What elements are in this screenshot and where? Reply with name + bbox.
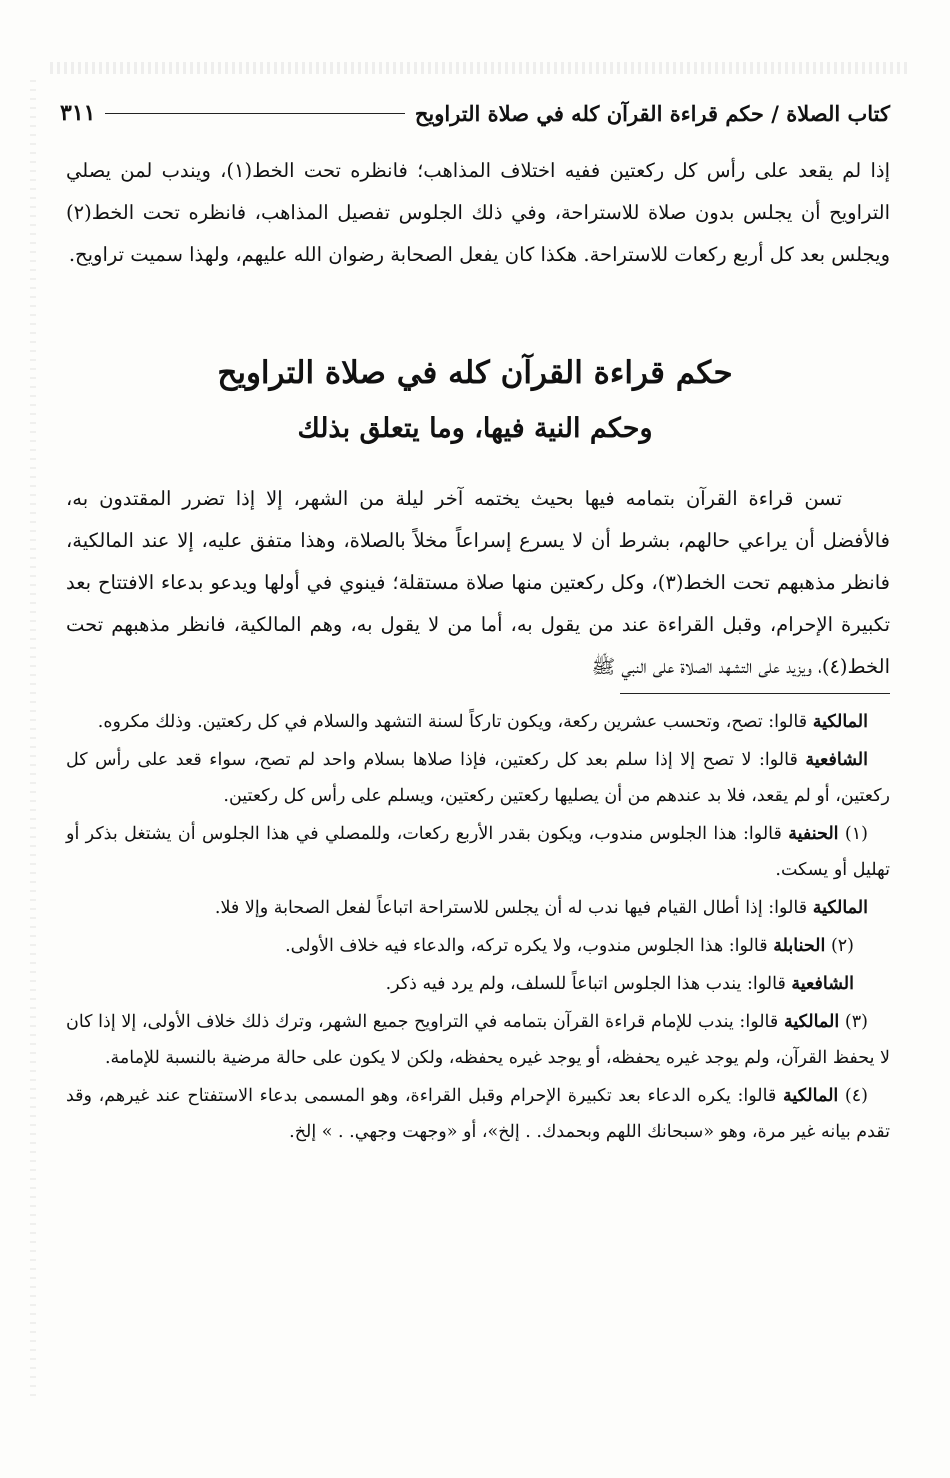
section-heading-line-2: وحكم النية فيها، وما يتعلق بذلك <box>297 413 653 444</box>
footnote-number: (٢) <box>830 936 854 956</box>
footnote-text: قالوا: يندب للإمام قراءة القرآن بتمامه في التراويح جميع الشهر، وترك ذلك خلاف الأولى، إلا إذا كان لا يحفظ القرآن، ولم يوجد غيره يحفظه، أو يوجد غيره يحفظه، ولكن لا يكون على حالة مرضية بالنسبة للإمامة. <box>66 1012 890 1068</box>
scan-top-noise <box>50 62 910 74</box>
footnote-text: قالوا: تصح، وتحسب عشرين ركعة، ويكون تاركاً لسنة التشهد والسلام في كل ركعتين. وذلك مكروه. <box>97 712 808 732</box>
footnote-school: الحنابلة <box>773 936 826 956</box>
footnote-school: الشافعية <box>805 750 868 770</box>
footnote-item <box>66 890 890 926</box>
running-header <box>60 95 890 131</box>
header-title: كتاب الصلاة / حكم قراءة القرآن كله في صلاة التراويح <box>414 100 890 126</box>
paragraph-1: إذا لم يقعد على رأس كل ركعتين ففيه اختلاف المذاهب؛ فانظره تحت الخط(١)، ويندب لمن يصلي التراويح أن يجلس بدون صلاة للاستراحة، وفي ذلك الجلوس تفصيل المذاهب، فانظره تحت الخط(٢) ويجلس بعد كل أربع ركعات للاستراحة. هكذا كان يفعل الصحابة رضوان الله عليهم، ولهذا سميت تراويح. <box>66 159 890 266</box>
footnote-number: (٣) <box>844 1012 868 1032</box>
paragraph-2 <box>66 478 890 688</box>
paragraph-2-text: تسن قراءة القرآن بتمامه فيها بحيث يختمه آخر ليلة من الشهر، إلا إذا تضرر المقتدون به، فالأفضل أن يراعي حالهم، بشرط أن لا يسرع إسراعاً مخلاً بالصلاة، وهذا متفق عليه، إلا عند المالكية، فانظر مذهبهم تحت الخط(٣)، وكل ركعتين منها صلاة مستقلة؛ فينوي في أولها ويدعو بدعاء الافتتاح بعد تكبيرة الإحرام، وقبل القراءة عند من يقول به، أما من لا يقول به، وهم المالكية، فانظر مذهبهم تحت الخط(٤)، ويزيد على التشهد الصلاة على النبي ﷺ <box>66 487 890 678</box>
footnote-text: قالوا: يكره الدعاء بعد تكبيرة الإحرام وقبل القراءة، وهو المسمى بدعاء الاستفتاح عند غيرهم، وقد تقدم بيانه غير مرة، وهو «سبحانك اللهم وبحمدك. . إلخ»، أو «وجهت وجهي. . » إلخ. <box>66 1086 890 1142</box>
footnote-school: المالكية <box>812 712 868 732</box>
footnote-text: قالوا: هذا الجلوس مندوب، ويكون بقدر الأربع ركعات، وللمصلي في هذا الجلوس أن يشتغل بذكر أو تهليل أو يسكت. <box>66 824 890 880</box>
header-rule <box>105 113 404 114</box>
footnote-school: المالكية <box>782 1086 839 1106</box>
footnote-school: الشافعية <box>791 974 854 994</box>
footnote-school: المالكية <box>783 1012 840 1032</box>
footnote-text: قالوا: يندب هذا الجلوس اتباعاً للسلف، ولم يرد فيه ذكر. <box>385 974 786 994</box>
footnote-item <box>66 742 890 814</box>
footnote-item <box>66 704 890 740</box>
footnote-school: المالكية <box>812 898 868 918</box>
footnotes <box>66 704 890 1152</box>
section-heading-line-1: حكم قراءة القرآن كله في صلاة التراويح <box>217 355 733 391</box>
footnote-separator <box>620 693 890 694</box>
page-number: ٣١١ <box>60 100 96 126</box>
footnote-item <box>66 816 890 888</box>
footnote-school: الحنفية <box>788 824 839 844</box>
footnote-number: (٤) <box>844 1086 868 1106</box>
footnote-text: قالوا: لا تصح إلا إذا سلم بعد كل ركعتين، فإذا صلاها بسلام واحد لم تصح، سواء قعد على رأس كل ركعتين، أو لم يقعد، فلا بد عندهم من أن يصليها ركعتين ركعتين، ويسلم على رأس كل ركعتين. <box>66 750 890 806</box>
footnote-item <box>66 966 890 1002</box>
footnote-text: قالوا: إذا أطال القيام فيها ندب له أن يجلس للاستراحة اتباعاً لفعل الصحابة وإلا فلا. <box>214 898 808 918</box>
footnote-number: (١) <box>844 824 868 844</box>
footnote-item <box>66 1078 890 1150</box>
footnote-item <box>66 1004 890 1076</box>
footnote-text: قالوا: هذا الجلوس مندوب، ولا يكره تركه، والدعاء فيه خلاف الأولى. <box>285 936 768 956</box>
footnote-item <box>66 928 890 964</box>
scan-edge-noise <box>30 80 36 1400</box>
